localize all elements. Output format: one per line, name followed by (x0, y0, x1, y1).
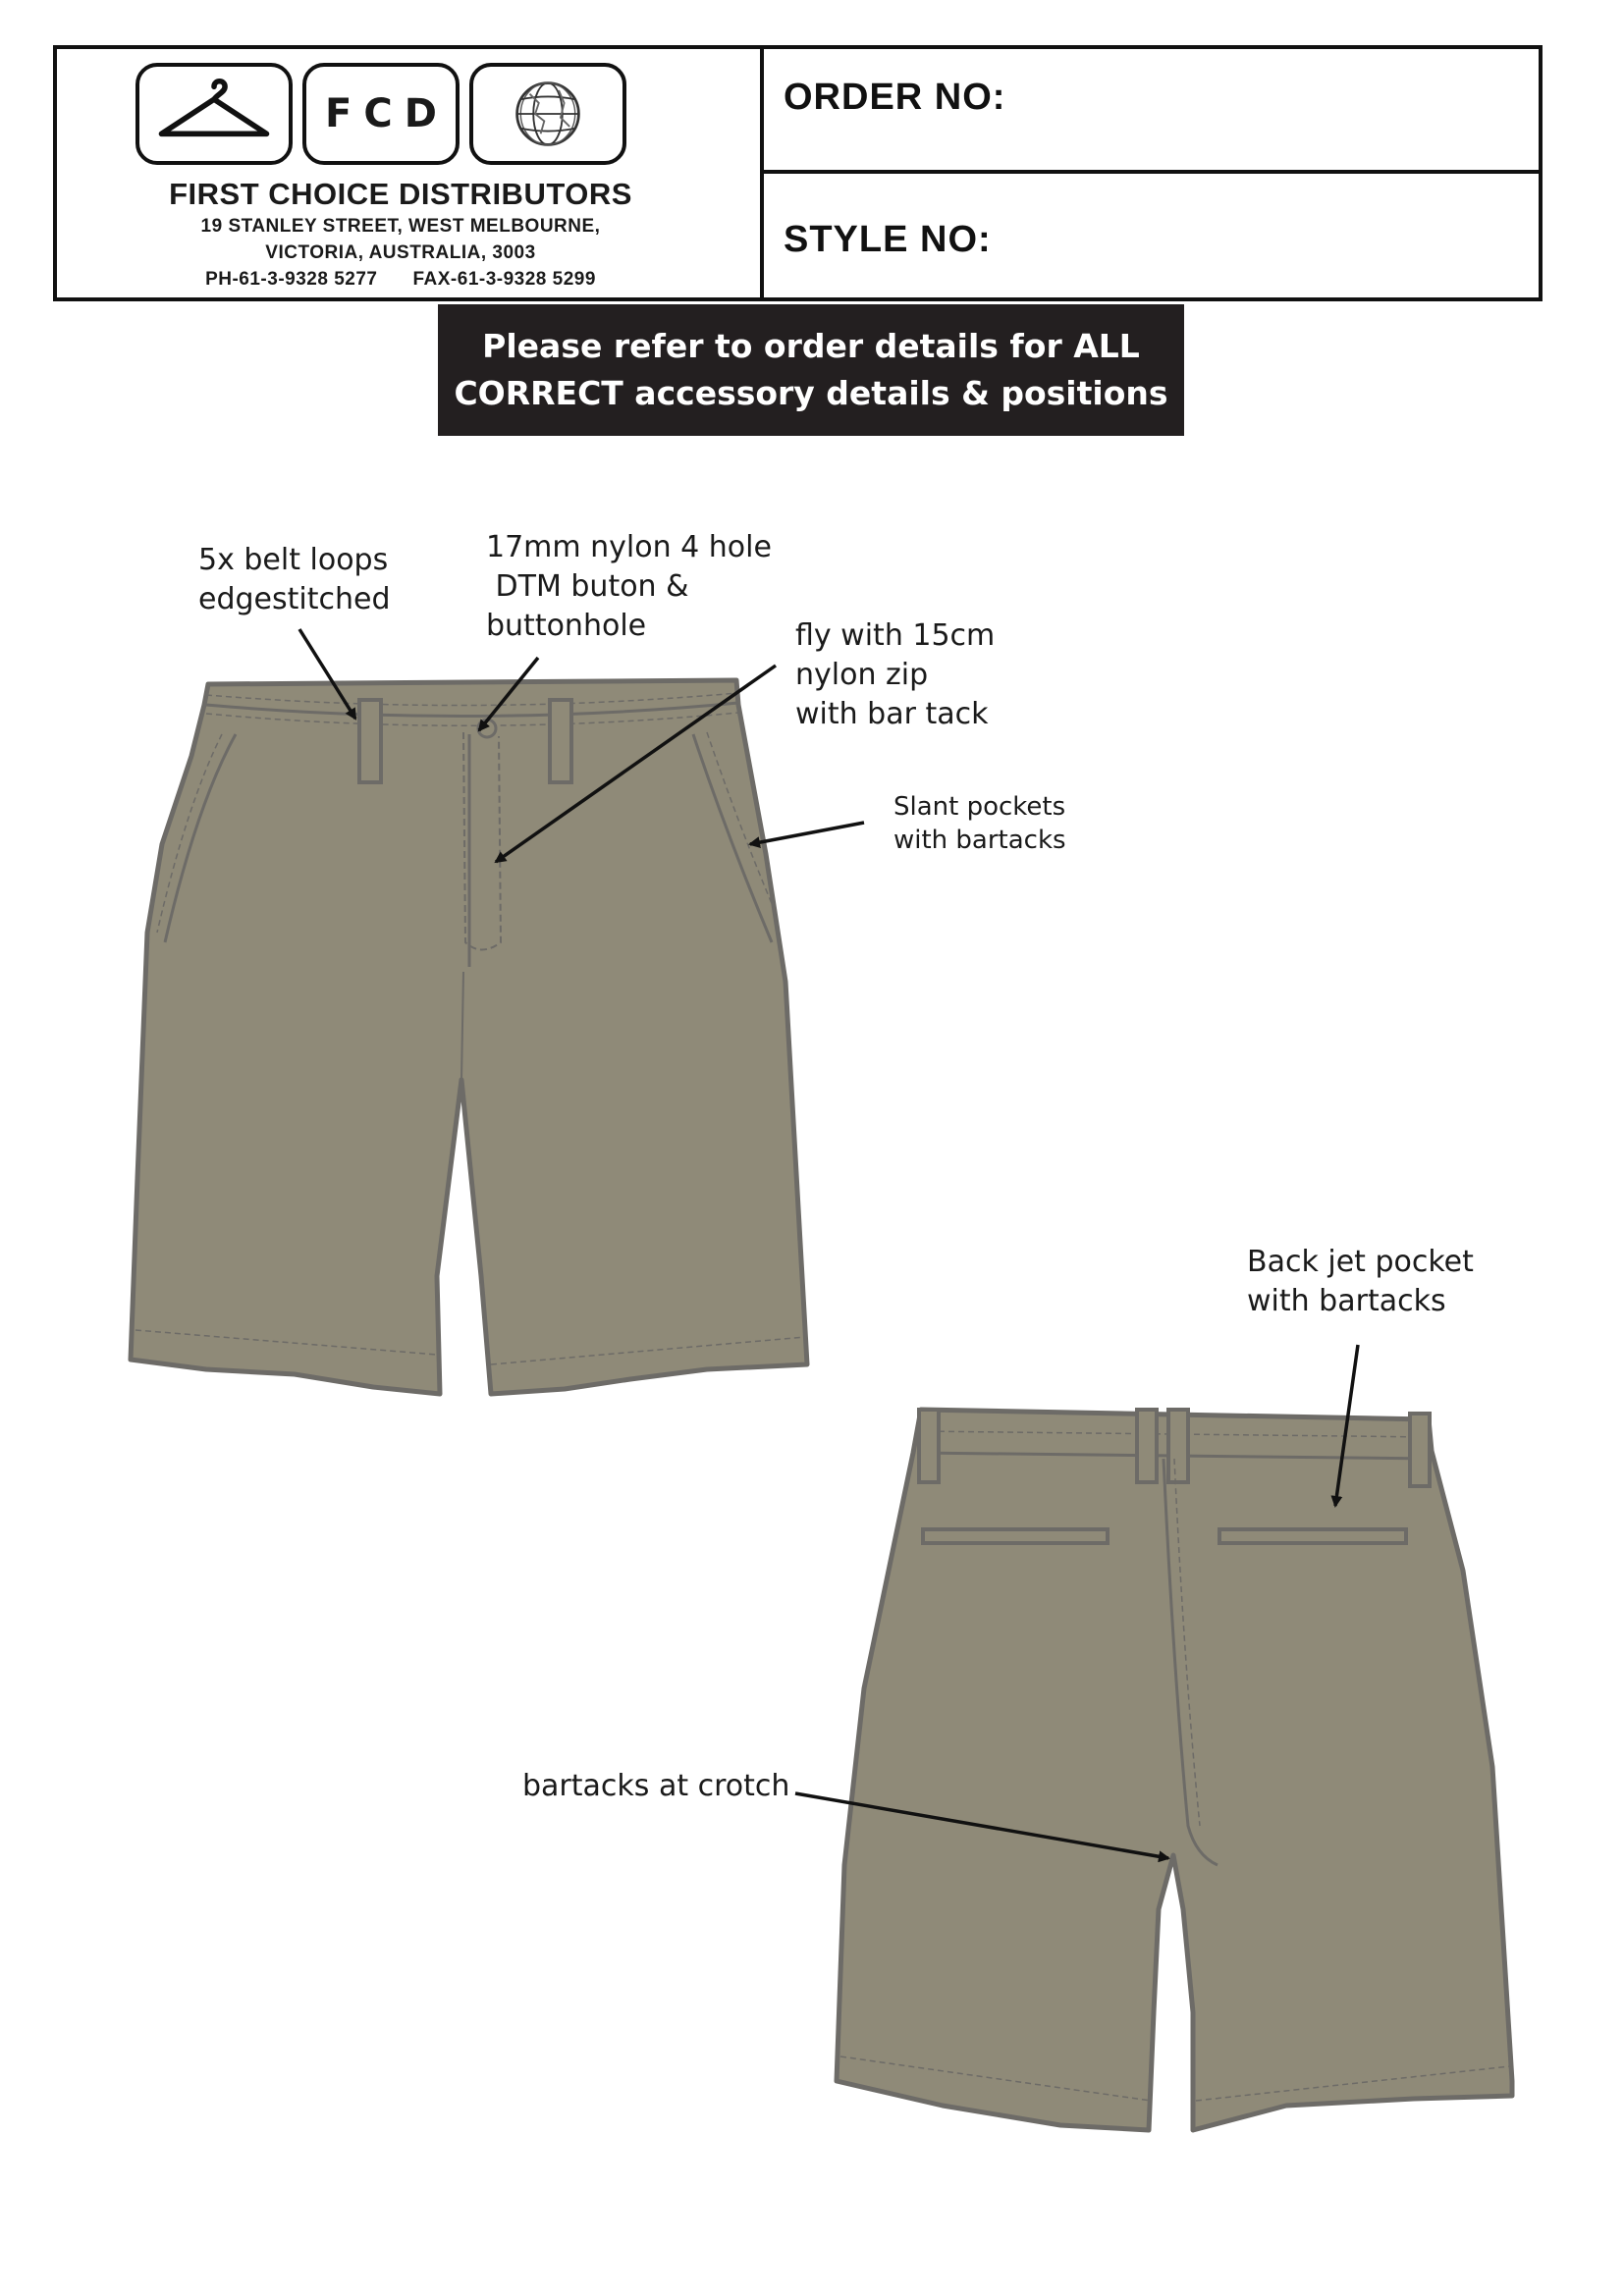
order-no-label: ORDER NO: (784, 77, 1006, 118)
note-line: edgestitched (198, 582, 391, 616)
belt-loops-note (198, 541, 391, 619)
note-line: DTM buton & (486, 569, 689, 604)
note-line: buttonhole (486, 609, 647, 643)
back-jet-pocket-right (1219, 1529, 1406, 1543)
phone-number: PH-61-3-9328 5277 (205, 269, 378, 290)
note-line: with bar tack (795, 697, 989, 731)
note-line: 17mm nylon 4 hole (486, 530, 772, 564)
belt-loop (1137, 1410, 1157, 1482)
notice-line-1: Please refer to order details for ALL (482, 327, 1140, 365)
note-line: 5x belt loops (198, 543, 389, 577)
note-line: with bartacks (893, 826, 1066, 855)
back-shorts-view (837, 1410, 1512, 2130)
belt-loop (550, 700, 571, 782)
crotch-note (522, 1767, 789, 1806)
back-shorts-body (837, 1410, 1512, 2130)
note-line: Slant pockets (893, 792, 1066, 822)
belt-loop (1410, 1414, 1430, 1486)
note-line: Back jet pocket (1247, 1245, 1474, 1279)
back-pocket-note (1247, 1243, 1474, 1321)
fly-note (795, 616, 995, 734)
note-line: fly with 15cm (795, 618, 996, 653)
note-line: nylon zip (795, 658, 929, 692)
slant-pockets-arrow (750, 823, 864, 844)
belt-loop (1168, 1410, 1188, 1482)
address-line-2: VICTORIA, AUSTRALIA, 3003 (265, 242, 536, 263)
address-line-1: 19 STANLEY STREET, WEST MELBOURNE, (200, 216, 601, 237)
company-name: FIRST CHOICE DISTRIBUTORS (169, 177, 632, 211)
belt-loop (919, 1410, 939, 1482)
front-shorts-view (131, 680, 807, 1394)
style-no-label: STYLE NO: (784, 218, 992, 260)
slant-pockets-note (893, 790, 1066, 857)
belt-loop (359, 700, 381, 782)
fax-number: FAX-61-3-9328 5299 (412, 269, 596, 290)
back-jet-pocket-left (923, 1529, 1108, 1543)
notice-line-2: CORRECT accessory details & positions (454, 374, 1168, 412)
note-line: with bartacks (1247, 1284, 1446, 1318)
button-note (486, 528, 772, 646)
fcd-logo-text: FCD (302, 63, 460, 165)
note-line: bartacks at crotch (522, 1769, 790, 1803)
